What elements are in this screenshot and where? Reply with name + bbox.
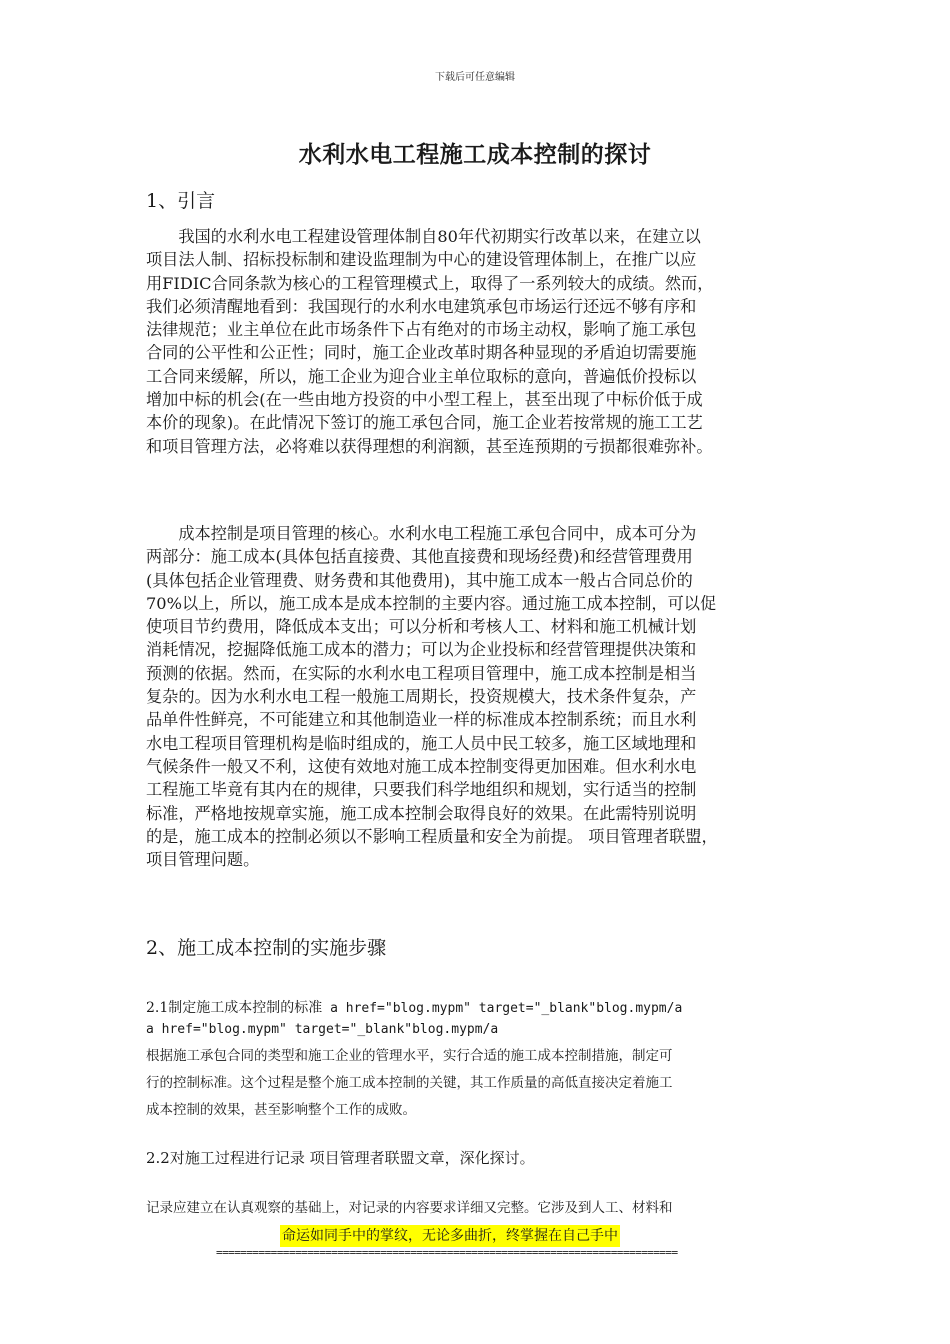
text-line: 用FIDIC合同条款为核心的工程管理模式上，取得了一系列较大的成绩。然而，	[146, 273, 714, 293]
text-line: 增加中标的机会(在一些由地方投资的中小型工程上，甚至出现了中标价低于成	[146, 390, 703, 410]
text-line: 我国的水利水电工程建设管理体制自80年代初期实行改革以来，在建立以	[146, 227, 701, 246]
text-line: 我们必须清醒地看到：我国现行的水利水电建筑承包市场运行还远不够有序和	[146, 296, 697, 316]
text-line: 法律规范；业主单位在此市场条件下占有绝对的市场主动权，影响了施工承包	[146, 320, 697, 340]
text-line: 复杂的。因为水利水电工程一般施工周期长，投资规模大，技术条件复杂，产	[146, 687, 697, 707]
intro-paragraph-2	[146, 522, 718, 871]
footer-motto-highlight: 命运如同手中的掌纹，无论多曲折，终掌握在自己手中	[280, 1225, 620, 1247]
text-line: 成本控制的效果，甚至影响整个工作的成败。	[146, 1102, 416, 1118]
document-title: 水利水电工程施工成本控制的探讨	[298, 141, 652, 168]
text-line: 的是，施工成本的控制必须以不影响工程质量和安全为前提。 项目管理者联盟，	[146, 826, 718, 846]
text-line: 项目法人制、招标投标制和建设监理制为中心的建设管理体制上，在推广以应	[146, 250, 697, 270]
text-line: 水电工程项目管理机构是临时组成的，施工人员中民工较多，施工区域地理和	[146, 733, 697, 753]
header-note: 下载后可任意编辑	[435, 72, 515, 83]
text-line: (具体包括企业管理费、财务费和其他费用)，其中施工成本一般占合同总价的	[146, 570, 693, 590]
text-line: 预测的依据。然而，在实际的水利水电工程项目管理中，施工成本控制是相当	[146, 663, 697, 683]
text-line: 70%以上，所以，施工成本是成本控制的主要内容。通过施工成本控制，可以促	[146, 593, 717, 613]
intro-paragraph-1	[146, 225, 713, 458]
link-markup-text: a href="blog.mypm" target="_blank"blog.mypm/a	[322, 1001, 683, 1016]
link-markup-text-2: a href="blog.mypm" target="_blank"blog.mypm/a	[146, 1022, 499, 1037]
text-line: 两部分：施工成本(具体包括直接费、其他直接费和现场经费)和经营管理费用	[146, 547, 693, 567]
text-line: 使项目节约费用，降低成本支出；可以分析和考核人工、材料和施工机械计划	[146, 617, 697, 637]
footer-divider: ============================================================================	[216, 1246, 678, 1259]
text-line: 工程施工毕竟有其内在的规律，只要我们科学地组织和规划，实行适当的控制	[146, 780, 697, 800]
section-heading-steps: 2、施工成本控制的实施步骤	[146, 937, 387, 959]
subsection-2-2-first-line: 记录应建立在认真观察的基础上，对记录的内容要求详细又完整。它涉及到人工、材料和	[146, 1200, 673, 1216]
text-line: 工合同来缓解，所以，施工企业为迎合业主单位取标的意向，普遍低价投标以	[146, 366, 697, 386]
subsection-2-1-title: 2.1制定施工成本控制的标准	[146, 1000, 323, 1016]
subsection-2-2-title: 2.2对施工过程进行记录 项目管理者联盟文章，深化探讨。	[146, 1149, 535, 1167]
section-heading-intro: 1、引言	[146, 190, 216, 212]
text-line: 成本控制是项目管理的核心。水利水电工程施工承包合同中，成本可分为	[146, 524, 697, 543]
text-line: 合同的公平性和公正性；同时，施工企业改革时期各种显现的矛盾迫切需要施	[146, 343, 697, 363]
text-line: 标准，严格地按规章实施，施工成本控制会取得良好的效果。在此需特别说明	[146, 803, 697, 823]
subsection-2-1-title-line	[146, 997, 682, 1017]
text-line: 根据施工承包合同的类型和施工企业的管理水平，实行合适的施工成本控制措施，制定可	[146, 1048, 673, 1064]
text-line: 品单件性鲜亮，不可能建立和其他制造业一样的标准成本控制系统；而且水利	[146, 710, 697, 730]
text-line: 和项目管理方法，必将难以获得理想的利润额，甚至连预期的亏损都很难弥补。	[146, 436, 713, 456]
subsection-2-1-paragraph	[146, 1043, 673, 1124]
text-line: 气候条件一般又不利，这使有效地对施工成本控制变得更加困难。但水利水电	[146, 756, 697, 776]
text-line: 行的控制标准。这个过程是整个施工成本控制的关键，其工作质量的高低直接决定着施工	[146, 1075, 673, 1091]
text-line: 项目管理问题。	[146, 850, 260, 870]
text-line: 本价的现象)。在此情况下签订的施工承包合同，施工企业若按常规的施工工艺	[146, 413, 703, 433]
text-line: 消耗情况，挖掘降低施工成本的潜力；可以为企业投标和经营管理提供决策和	[146, 640, 697, 660]
